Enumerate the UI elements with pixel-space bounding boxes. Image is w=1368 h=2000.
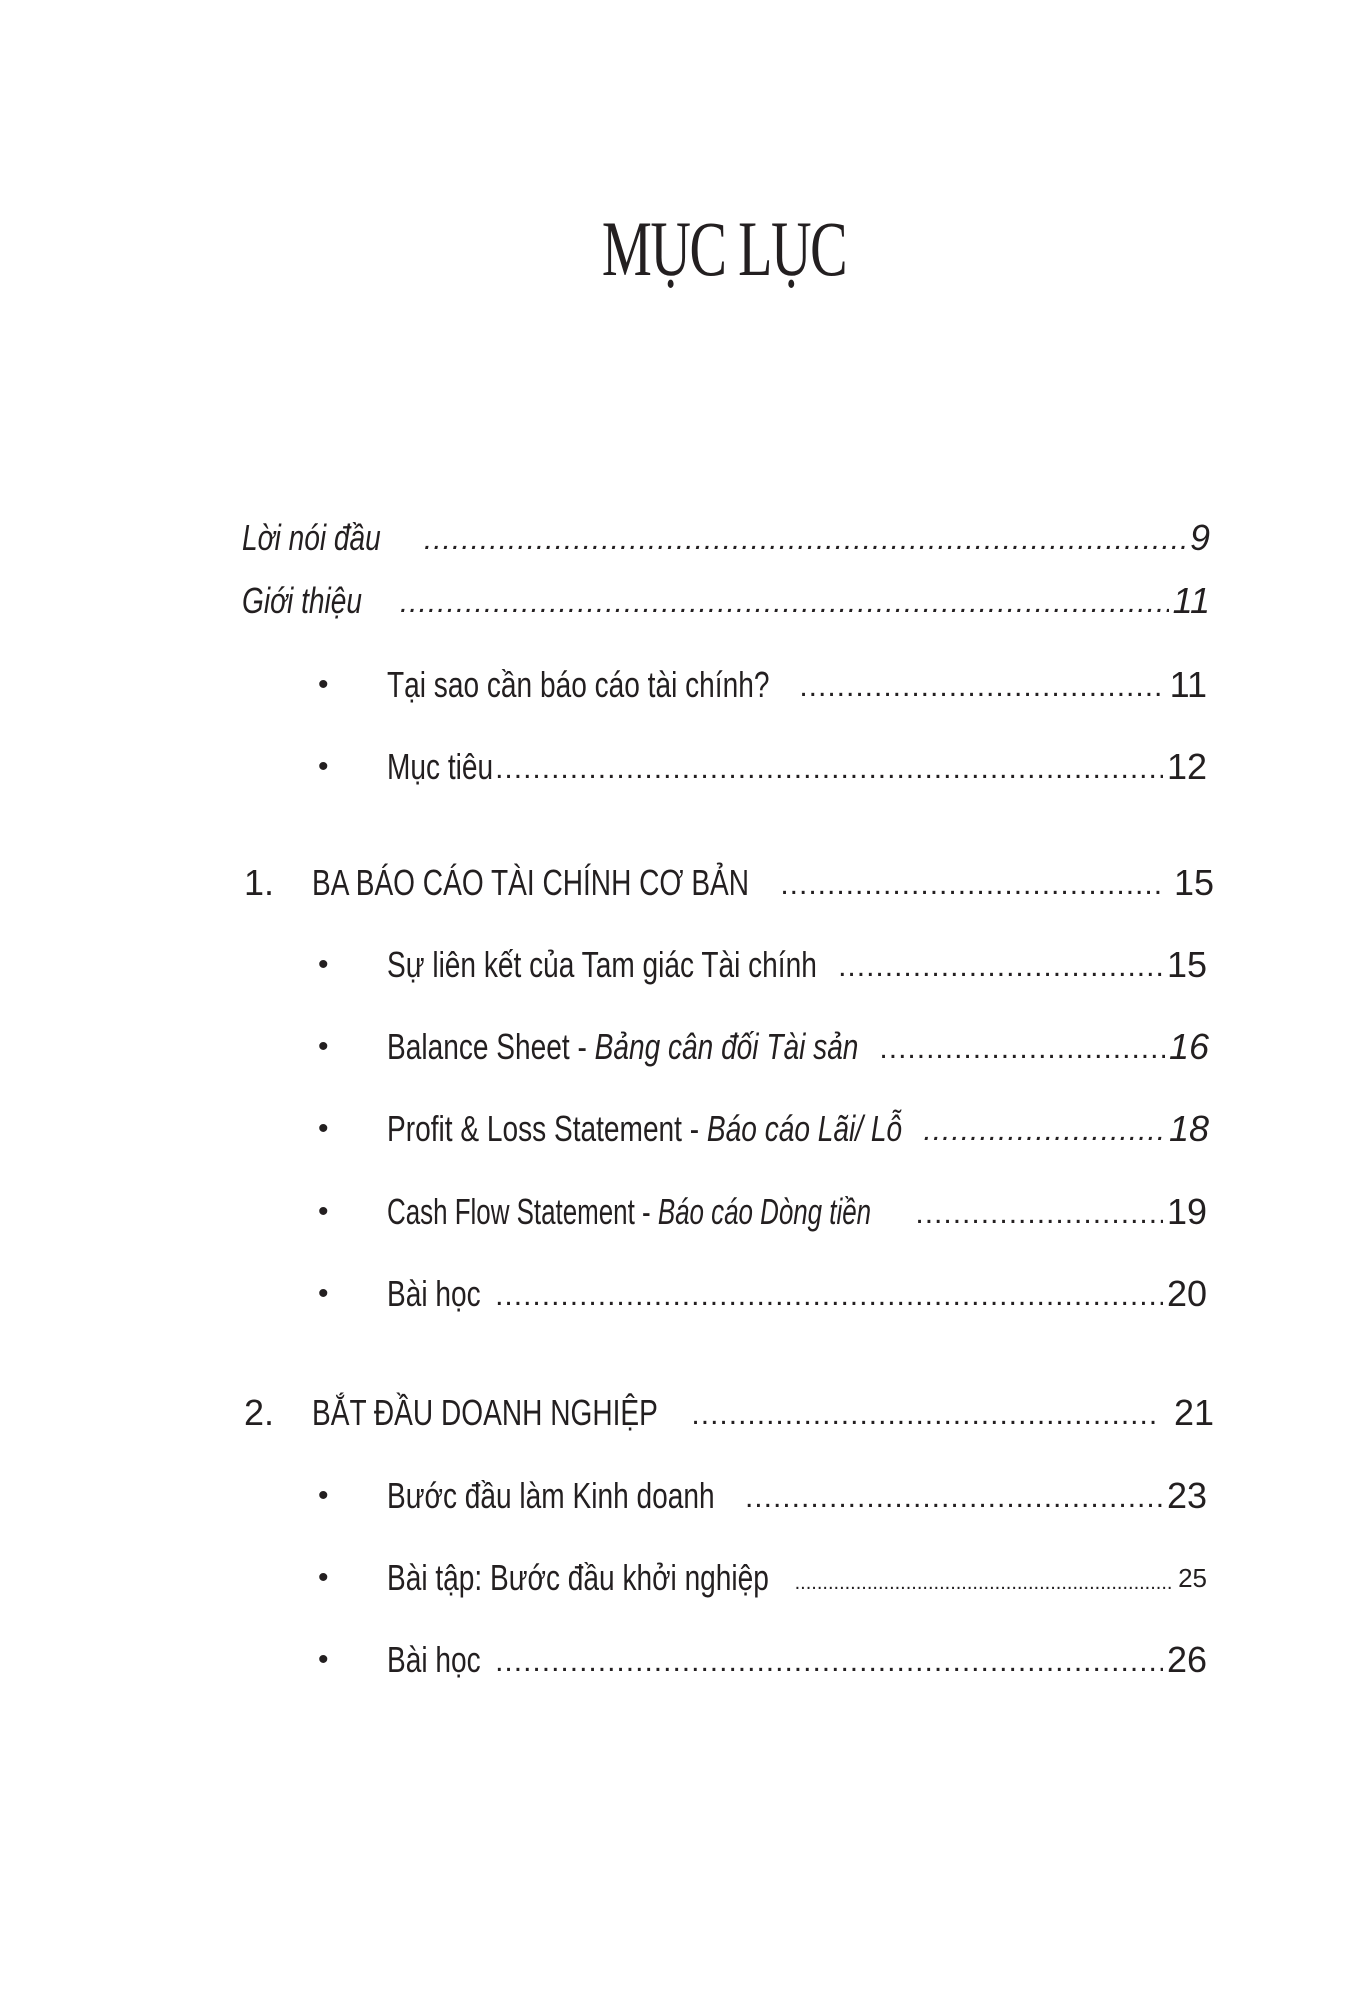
toc-page-number: 26	[1166, 1639, 1207, 1680]
toc-page-number: 19	[1166, 1191, 1207, 1232]
toc-entry-introduction[interactable]	[242, 576, 1210, 626]
bullet-icon: •	[318, 1643, 329, 1676]
chapter-number: 2.	[244, 1392, 275, 1433]
dot-leader	[795, 1563, 1174, 1603]
bullet-icon: •	[318, 1277, 329, 1310]
toc-entry-cash-flow[interactable]	[387, 1187, 1207, 1237]
toc-page-number: 25	[1178, 1563, 1207, 1593]
toc-entry-label	[312, 1388, 755, 1438]
toc-entry-label	[387, 1635, 507, 1685]
toc-page-number: 20	[1166, 1273, 1207, 1314]
dot-leader	[424, 517, 1186, 563]
toc-entry-label-text: Mục tiêu	[387, 746, 494, 787]
toc-entry-label-text: Sự liên kết của Tam giác Tài chính	[387, 944, 817, 985]
toc-entry-label-italic: Bảng cân đối Tài sản	[594, 1026, 859, 1067]
toc-page-number: 11	[1169, 664, 1207, 705]
toc-entry-label-plain: Profit & Loss Statement -	[387, 1108, 707, 1149]
bullet-icon: •	[318, 1195, 329, 1228]
toc-chapter-2[interactable]	[312, 1388, 1214, 1438]
toc-entry-label-italic: Báo cáo Lãi/ Lỗ	[706, 1108, 903, 1149]
dot-leader	[745, 1475, 1163, 1521]
toc-entry-label-text: Bài học	[387, 1273, 481, 1314]
bullet-icon: •	[318, 668, 329, 701]
bullet-icon: •	[318, 1112, 329, 1145]
dot-leader	[495, 746, 1163, 792]
toc-entry-label-plain: Cash Flow Statement -	[387, 1191, 658, 1232]
toc-page-number: 16	[1168, 1026, 1209, 1067]
toc-entry-objectives[interactable]	[387, 742, 1207, 792]
toc-page-number: 15	[1173, 862, 1214, 903]
dot-leader	[923, 1108, 1165, 1154]
toc-entry-lessons-2[interactable]	[387, 1635, 1207, 1685]
toc-entry-label-text: BẮT ĐẦU DOANH NGHIỆP	[312, 1392, 658, 1433]
toc-entry-label-text	[387, 1104, 902, 1154]
dot-leader	[838, 944, 1163, 990]
toc-page-number: 23	[1166, 1475, 1207, 1516]
toc-entry-label-text: Tại sao cần báo cáo tài chính?	[387, 664, 770, 705]
dot-leader	[495, 1639, 1163, 1685]
toc-entry-label-plain: Balance Sheet -	[387, 1026, 595, 1067]
toc-entry-financial-triangle[interactable]	[387, 940, 1207, 990]
dot-leader	[400, 580, 1169, 626]
toc-entry-label-text	[387, 1022, 858, 1072]
toc-page-number: 18	[1168, 1108, 1209, 1149]
toc-entry-label-text: BA BÁO CÁO TÀI CHÍNH CƠ BẢN	[312, 862, 750, 903]
toc-page-number: 12	[1166, 746, 1207, 787]
dot-leader	[780, 862, 1160, 908]
toc-entry-label	[242, 576, 396, 626]
dot-leader	[691, 1392, 1160, 1438]
page-title: MỤC LỤC	[601, 205, 847, 292]
bullet-icon: •	[318, 1479, 329, 1512]
toc-page-number: 15	[1166, 944, 1207, 985]
toc-entry-startup-exercise[interactable]	[387, 1553, 1207, 1603]
dot-leader	[799, 664, 1165, 710]
toc-entry-label	[242, 513, 420, 563]
bullet-icon: •	[318, 1561, 329, 1594]
toc-entry-profit-loss[interactable]	[387, 1104, 1209, 1154]
dot-leader	[915, 1191, 1163, 1237]
toc-entry-label	[387, 1269, 507, 1319]
bullet-icon: •	[318, 750, 329, 783]
toc-entry-label-text: Giới thiệu	[242, 580, 362, 621]
toc-entry-label-text: Bài tập: Bước đầu khởi nghiệp	[387, 1557, 769, 1598]
toc-entry-label-italic: Báo cáo Dòng tiền	[657, 1191, 872, 1232]
toc-entry-label-text	[387, 1187, 871, 1237]
toc-page-number: 11	[1172, 580, 1210, 621]
bullet-icon: •	[318, 1030, 329, 1063]
bullet-icon: •	[318, 948, 329, 981]
toc-page-number: 9	[1189, 517, 1210, 558]
toc-entry-why-financial-reports[interactable]	[387, 660, 1207, 710]
toc-entry-label-text: Bài học	[387, 1639, 481, 1680]
toc-entry-balance-sheet[interactable]	[387, 1022, 1209, 1072]
toc-entry-label-text: Lời nói đầu	[242, 517, 381, 558]
toc-entry-first-steps-business[interactable]	[387, 1471, 1207, 1521]
toc-entry-label-text: Bước đầu làm Kinh doanh	[387, 1475, 715, 1516]
toc-entry-lessons-1[interactable]	[387, 1269, 1207, 1319]
chapter-number: 1.	[244, 862, 275, 903]
dot-leader	[495, 1273, 1163, 1319]
toc-chapter-1[interactable]	[312, 858, 1214, 908]
toc-entry-label	[387, 1471, 807, 1521]
toc-page-number: 21	[1173, 1392, 1214, 1433]
dot-leader	[879, 1026, 1165, 1072]
toc-entry-preface[interactable]	[242, 513, 1210, 563]
